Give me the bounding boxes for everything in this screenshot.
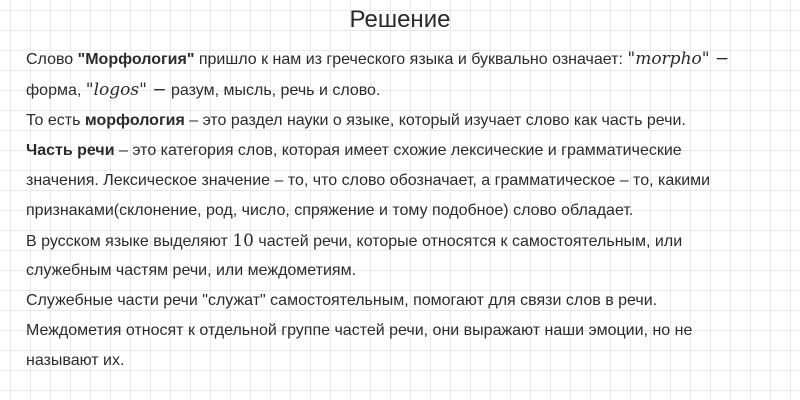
text-span: – это категория слов, которая имеет схожие лексические и грамматические [114,142,682,159]
paragraph-1-line-1 [26,44,786,75]
bold-term-morphology: "Морфология" [77,51,195,68]
text-span: разум, мысль, речь и слово. [166,82,381,99]
bold-term-morphology-lower: морфология [84,112,185,129]
paragraph-3-line-1 [26,136,786,166]
text-span: То есть [26,112,85,129]
text-span: В русском языке выделяют [26,233,233,250]
text-span: – это раздел науки о языке, который изучает слово как часть речи. [184,112,686,129]
paragraph-4-line-1 [26,226,786,256]
quote-mark: " [627,49,636,69]
math-number-10: 10 [232,231,254,251]
text-span: частей речи, которые относятся к самостоятельным, или [253,233,683,250]
paragraph-5: Служебные части речи "служат" самостоятельным, помогают для связи слов в речи. [26,292,658,309]
text-span: форма, [26,82,86,99]
text-span: пришло к нам из греческого языка и буквально означает: [194,51,628,68]
quote-mark: " [85,80,94,100]
paragraph-1-line-2 [26,75,786,106]
bold-term-part-of-speech: Часть речи [26,142,115,159]
solution-text [26,44,786,376]
paragraph-4-line-2: служебным частям речи, или междометиям. [26,262,357,279]
paragraph-6-line-2: называют их. [26,352,125,369]
math-word-logos: logos [93,80,140,100]
paragraph-3-line-3: признаками(склонение, род, число, спряжение и тому подобное) слово обладает. [26,202,634,219]
text-span: Слово [26,51,78,68]
quote-dash: " − [139,80,167,100]
page-title: Решение [349,6,451,33]
math-word-morpho: morpho [635,49,702,69]
paragraph-3-line-2: значения. Лексическое значение – то, что слово обозначает, а грамматическое – то, какими [26,172,711,189]
quote-dash: " − [701,49,730,69]
paragraph-2 [26,106,786,136]
paragraph-6-line-1: Междометия относят к отдельной группе частей речи, они выражают наши эмоции, но не [26,322,693,339]
